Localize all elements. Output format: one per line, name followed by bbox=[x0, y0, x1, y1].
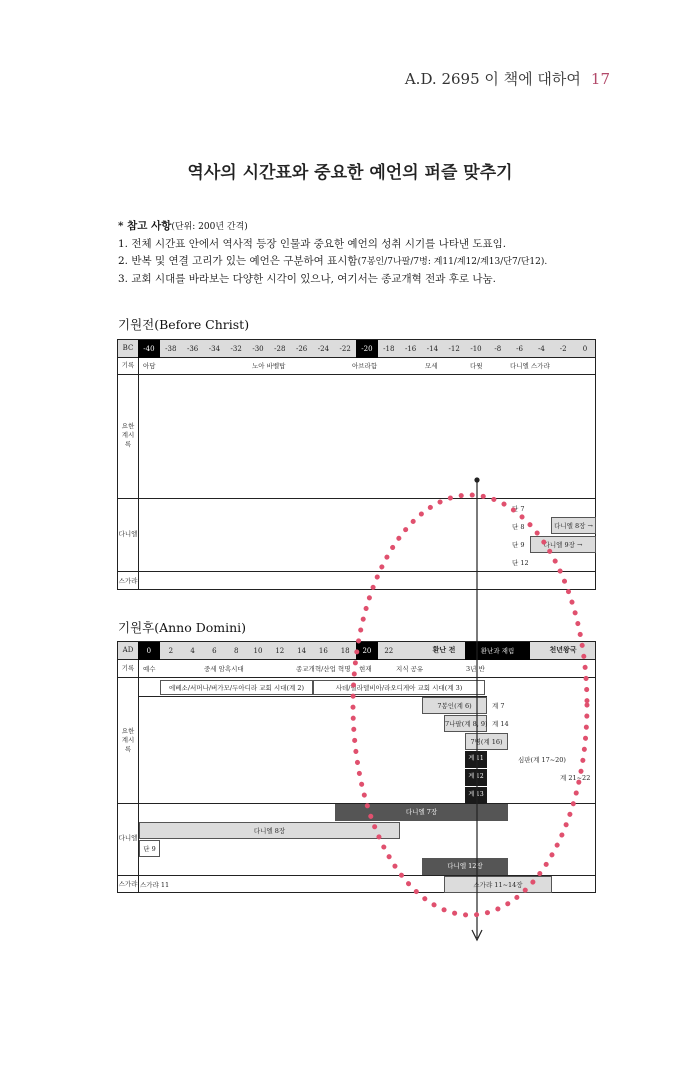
ad-axis-tick: 14 bbox=[297, 647, 307, 655]
note-reference: * 참고 사항(단위: 200년 간격) bbox=[118, 220, 248, 232]
present-marker-dot bbox=[474, 477, 479, 482]
ad-row-daniel: 다니엘 bbox=[118, 834, 138, 842]
bc-axis-tick: -12 bbox=[448, 345, 460, 353]
bc-axis-tick: -10 bbox=[470, 345, 482, 353]
note-item-3: 3. 교회 시대를 바라보는 다양한 시각이 있으나, 여기서는 종교개혁 전과 후로 나눔. bbox=[118, 273, 496, 285]
rev7-label: 계 7 bbox=[492, 702, 505, 710]
bc-axis-tick: -2 bbox=[559, 345, 567, 353]
ad-axis-tick: 0 bbox=[138, 642, 160, 660]
ad-row-revelation: 요한 계시 록 bbox=[121, 727, 135, 753]
ad-phase-pre: 환난 전 bbox=[432, 645, 456, 654]
rev13-bar: 계 13 bbox=[465, 787, 487, 804]
ad-figure-dark-ages: 중세 암흑시대 bbox=[204, 665, 244, 673]
bc-axis-tick: -32 bbox=[230, 345, 242, 353]
bc-axis-tick: -20 bbox=[356, 340, 378, 358]
ad-phase-millennium: 천년왕국 bbox=[549, 645, 577, 654]
dan9-bar: 단 9 bbox=[139, 840, 160, 857]
bc-daniel9-bar: 다니엘 9장 → bbox=[530, 536, 596, 553]
bc-axis-tick: 0 bbox=[582, 345, 588, 353]
bc-axis-tick: -6 bbox=[516, 345, 523, 353]
ad-axis-tick: 2 bbox=[168, 647, 174, 655]
bc-figures-label: 기록 bbox=[121, 361, 135, 369]
ad-axis-tick: 6 bbox=[212, 647, 217, 655]
ad-figures-label: 기록 bbox=[121, 664, 135, 672]
seven-trumpets-bar: 7나팔(계 8, 9) bbox=[444, 715, 487, 732]
ad-axis-tick: 16 bbox=[318, 647, 328, 655]
bc-row-revelation: 요한 계시 록 bbox=[121, 422, 135, 448]
ad-axis-tick: 12 bbox=[275, 647, 285, 655]
bc-figure-noah: 노아 바벨탑 bbox=[252, 362, 286, 370]
bc-axis-tick: -4 bbox=[537, 345, 545, 353]
ad-section-title: 기원후(Anno Domini) bbox=[118, 620, 247, 635]
ad-figure-present: 현재 bbox=[359, 665, 372, 673]
highlight-oval bbox=[353, 495, 587, 915]
rev12-bar: 계 12 bbox=[465, 769, 487, 786]
bc-row-zechariah: 스가랴 bbox=[118, 577, 138, 585]
ad-axis-tick: 8 bbox=[233, 647, 239, 655]
bc-axis-tick: -30 bbox=[252, 345, 264, 353]
ad-axis-tick: 18 bbox=[340, 647, 350, 655]
bc-axis-tick: -28 bbox=[274, 345, 286, 353]
church-era-1-bar: 에베소/서머나/버가모/두아디라 교회 시대(계 2) bbox=[160, 680, 313, 695]
bc-daniel8-bar: 다니엘 8장 → bbox=[551, 517, 596, 534]
ad-phase-tribulation: 환난과 재림 bbox=[465, 642, 530, 660]
ad-axis-tick: 22 bbox=[384, 647, 394, 655]
ad-row-zechariah: 스가랴 bbox=[118, 880, 138, 888]
bc-dan12-label: 단 12 bbox=[512, 559, 529, 567]
note-item-1: 1. 전체 시간표 안에서 역사적 등장 인물과 중요한 예언의 성취 시기를 나타낸 도표임. bbox=[118, 238, 507, 250]
bc-section-title: 기원전(Before Christ) bbox=[118, 317, 250, 332]
church-era-2-bar: 사데/빌라델비아/라오디게아 교회 시대(계 3) bbox=[313, 680, 485, 695]
page-title: 역사의 시간표와 중요한 예언의 퍼즐 맞추기 bbox=[187, 163, 513, 183]
rev14-label: 계 14 bbox=[492, 720, 509, 728]
rev11-bar: 계 11 bbox=[465, 751, 487, 768]
bc-axis-tick: -34 bbox=[208, 345, 221, 353]
bc-axis-label: BC bbox=[122, 344, 134, 352]
rev21-22-label: 계 21~22 bbox=[560, 774, 591, 782]
ad-figure-knowledge: 지식 공유 bbox=[396, 665, 424, 673]
bc-axis-tick: -24 bbox=[317, 345, 330, 353]
judgment-label: 심판(계 17~20) bbox=[518, 756, 566, 764]
bc-figure-david: 다윗 bbox=[470, 362, 483, 370]
ad-axis-tick: 10 bbox=[253, 647, 263, 655]
bc-axis-tick: -38 bbox=[165, 345, 177, 353]
daniel8-bar: 다니엘 8장 bbox=[139, 822, 400, 839]
ad-figure-reformation: 종교개혁/산업 혁명 bbox=[296, 665, 351, 673]
running-title: A.D. 2695 이 책에 대하여 bbox=[404, 70, 581, 88]
bc-dan8-label: 단 8 bbox=[512, 523, 525, 531]
ad-axis-label: AD bbox=[122, 646, 134, 654]
bc-axis-tick: -26 bbox=[295, 345, 308, 353]
bc-dan9-label: 단 9 bbox=[512, 541, 525, 549]
seven-seals-bar: 7봉인(계 6) bbox=[422, 697, 487, 714]
ad-axis-tick: 20 bbox=[356, 642, 378, 660]
daniel7-bar: 다니엘 7장 bbox=[335, 804, 508, 821]
bc-axis-tick: -8 bbox=[494, 345, 502, 353]
bc-figure-adam: 아담 bbox=[143, 362, 156, 370]
note-item-2: 2. 반복 및 연결 고리가 있는 예언은 구분하여 표시함(7봉인/7나팔/7병: 계11/계12/계13/단7/단12). bbox=[118, 255, 548, 267]
bc-figure-daniel-zechariah: 다니엘 스가랴 bbox=[510, 362, 550, 370]
bc-axis-tick: -40 bbox=[138, 340, 160, 358]
zechariah11-label: 스가랴 11 bbox=[140, 881, 170, 889]
ad-figure-jesus: 예수 bbox=[143, 665, 156, 673]
bc-axis-tick: -16 bbox=[404, 345, 417, 353]
bc-row-daniel: 다니엘 bbox=[118, 530, 138, 538]
zechariah11-14-bar: 스가랴 11~14장 bbox=[444, 876, 552, 893]
bc-axis-tick: -36 bbox=[186, 345, 199, 353]
ad-figure-three-half-years: 3년 반 bbox=[466, 665, 485, 673]
daniel12-bar: 다니엘 12장 bbox=[422, 858, 508, 875]
bc-figure-abraham: 아브라함 bbox=[352, 362, 378, 370]
ad-axis-tick: 4 bbox=[190, 647, 195, 655]
page-number: 17 bbox=[590, 70, 610, 88]
bc-axis-tick: -18 bbox=[383, 345, 395, 353]
bc-dan7-label: 단 7 bbox=[512, 505, 525, 513]
seven-bowls-bar: 7병(계 16) bbox=[465, 733, 508, 750]
bc-axis-tick: -14 bbox=[426, 345, 439, 353]
bc-axis-tick: -22 bbox=[339, 345, 351, 353]
bc-figure-moses: 모세 bbox=[425, 362, 438, 370]
